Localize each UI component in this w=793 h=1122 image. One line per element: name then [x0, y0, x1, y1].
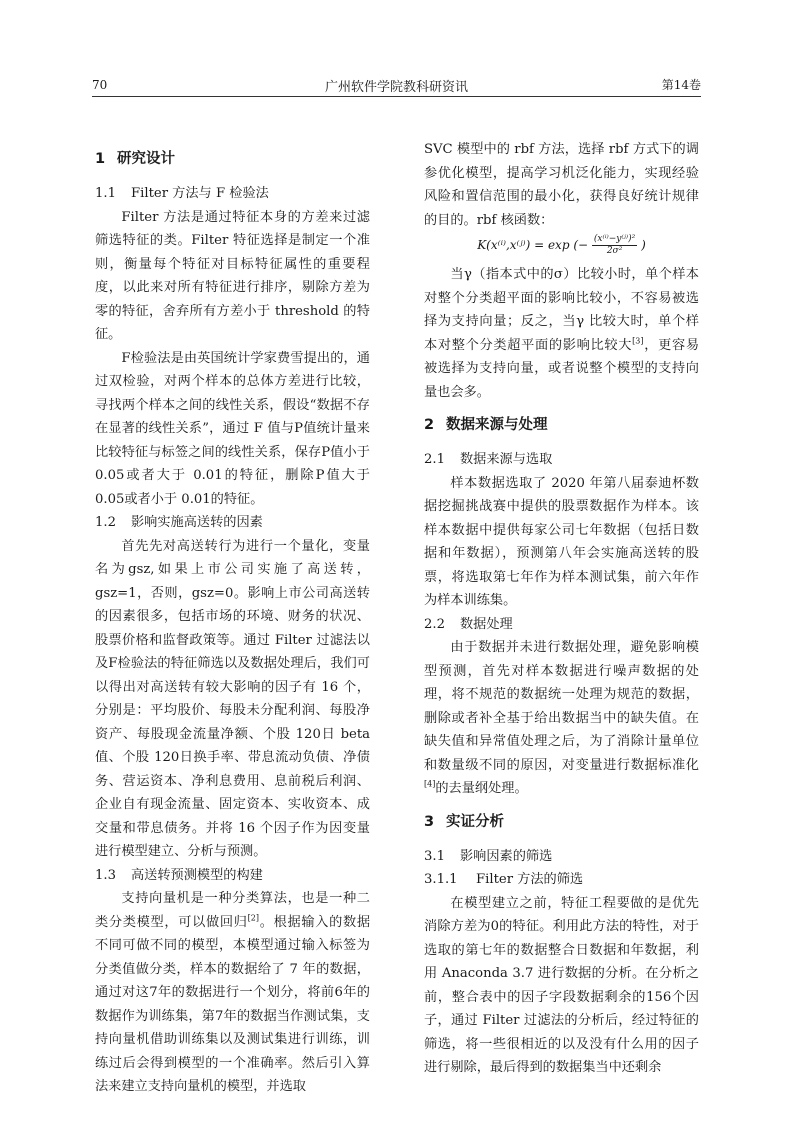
- section-title: 实证分析: [446, 813, 504, 830]
- subsection-number: 3.1: [424, 848, 445, 864]
- paragraph: [424, 636, 699, 801]
- subsection-title: 高送转预测模型的构建: [131, 867, 263, 883]
- subsection-heading-2-2: [424, 613, 699, 637]
- paragraph-text: 当γ（指本式中的σ）比较小时，单个样本对整个分类超平面的影响比较小，不容易被选择为支持向量；反之，当γ 比较大时，单个样本对整个分类超平面的影响比较大: [424, 267, 699, 353]
- subsection-heading-1-1: [95, 182, 370, 206]
- section-number: 2: [424, 417, 435, 433]
- citation: [4]: [424, 779, 436, 789]
- formula-lhs: K(x⁽ⁱ⁾,x⁽ʲ⁾) = exp (−: [477, 238, 589, 252]
- section-heading-2: [424, 412, 699, 438]
- paragraph: 在模型建立之前，特征工程要做的是优先消除方差为0的特征。利用此方法的特性，对于选取的第七年的数据整合日数据和年数据，利用 Anaconda 3.7 进行数据的分析。在分析之前，整合表中的因子字段数据剩余的156个因子，通过 Filter 过滤法的分析后，经过特征的筛选，将一些很相近的以及没有什么用的因子进行剔除，最后得到的数据集当中还剩余: [424, 895, 699, 1075]
- journal-title: 广州软件学院教科研资讯: [324, 80, 468, 95]
- paragraph: F检验法是由英国统计学家费雪提出的，通过双检验，对两个样本的总体方差进行比较，寻找两个样本之间的线性关系，假设“数据不存在显著的线性关系”，通过 F 值与P值统计量来比较特征与标签之间的线性关系，保存P值小于 0.05或者大于 0.01的特征，删除P值大于 0.05或者小于 0.01的特征。: [95, 350, 370, 507]
- paragraph: Filter 方法是通过特征本身的方差来过滤筛选特征的类。Filter 特征选择是制定一个准则，衡量每个特征对目标特征属性的重要程度，以此来对所有特征进行排序，剔除方差为零的特征，舍弃所有方差小于 threshold 的特征。: [95, 209, 370, 342]
- citation: [3]: [632, 336, 644, 346]
- subsection-number: 3.1.1: [424, 872, 458, 887]
- subsection-heading-1-3: [95, 864, 370, 888]
- left-column: [95, 138, 370, 1099]
- formula-denominator: 2σ²: [606, 246, 623, 256]
- paragraph: SVC 模型中的 rbf 方法，选择 rbf 方式下的调参优化模型，提高学习机泛化能力，实现经验风险和置信范围的最小化，获得良好统计规律的目的。rbf 核函数：: [424, 142, 699, 228]
- subsection-number: 1.2: [95, 515, 116, 530]
- paragraph-text: 由于数据并未进行数据处理，避免影响模型预测，首先对样本数据进行噪声数据的处理，将不规范的数据统一处理为规范的数据，删除或者补全基于给出数据当中的缺失值。在缺失值和异常值处理之后，为了消除计量单位和数量级不同的原因，对变量进行数据标准化: [424, 640, 699, 773]
- subsection-title: 数据来源与选取: [460, 452, 553, 467]
- section-title: 研究设计: [117, 151, 175, 167]
- formula-fraction: [592, 234, 637, 257]
- page-number: 70: [92, 78, 108, 92]
- volume-label: 第14卷: [661, 78, 701, 92]
- rbf-kernel-formula: [424, 234, 699, 257]
- citation: [2]: [247, 913, 259, 923]
- paragraph: 样本数据选取了 2020 年第八届泰迪杯数据挖掘挑战赛中提供的股票数据作为样本。该样本数据中提供每家公司七年数据（包括日数据和年数据），预测第八年会实施高送转的股票，将选取第七年作为样本测试集，前六年作为样本训练集。: [424, 475, 699, 608]
- paragraph: [424, 263, 699, 404]
- formula-rhs: ): [641, 238, 646, 252]
- right-column: [424, 138, 699, 1080]
- subsection-title: 影响因素的筛选: [460, 848, 553, 864]
- running-header: [92, 70, 701, 97]
- section-heading-1: [95, 146, 370, 172]
- subsection-title: Filter 方法与 F 检验法: [131, 186, 269, 201]
- subsection-number: 2.1: [424, 452, 445, 467]
- paragraph: [95, 887, 370, 1099]
- paragraph-text: ，更容易被选择为支持向量，或者说整个模型的支持向量也会多。: [424, 337, 700, 400]
- subsection-number: 1.1: [95, 186, 116, 201]
- subsection-title: 数据处理: [460, 616, 513, 632]
- formula-numerator: (x⁽ⁱ⁾−y⁽ʲ⁾)²: [593, 234, 636, 244]
- subsection-number: 1.3: [95, 867, 116, 883]
- paragraph: 首先先对高送转行为进行一个量化，变量名为gsz,如果上市公司实施了高送转，gsz=1，否则，gsz=0。影响上市公司高送转的因素很多，包括市场的环境、财务的状况、股票价格和监督政策等。通过 Filter 过滤法以及F检验法的特征筛选以及数据处理后，我们可以得出对高送转有较大影响的因子有 16 个，分别是：平均股价、每股未分配利润、每股净资产、每股现金流量净额、个股 120日 beta值、个股 120日换手率、带息流动负债、净债务、营运资本、净利息费用、息前税后利润、企业自有现金流量、固定资本、实收资本、成交量和带息债务。并将 16 个因子作为因变量进行模型建立、分析与预测。: [95, 538, 370, 859]
- subsection-title: Filter 方法的筛选: [476, 872, 584, 887]
- section-title: 数据来源与处理: [446, 417, 548, 433]
- section-number: 1: [95, 151, 106, 167]
- subsection-heading-2-1: [424, 448, 699, 472]
- subsubsection-heading-3-1-1: [424, 868, 699, 892]
- subsection-number: 2.2: [424, 616, 445, 632]
- paragraph-text: 支持向量机是一种分类算法，也是一种二类分类模型，可以做回归: [95, 891, 370, 930]
- section-number: 3: [424, 813, 435, 830]
- subsection-title: 影响实施高送转的因素: [131, 515, 263, 530]
- section-heading-3: [424, 809, 699, 835]
- paragraph-text: 。根据输入的数据不同可做不同的模型，本模型通过输入标签为分类值做分类，样本的数据给了 7 年的数据，通过对这7年的数据进行一个划分，将前6年的数据作为训练集，第7年的数据当作测试集，支持向量机借助训练集以及测试集进行训练，训练过后会得到模型的一个准确率。然后引入算法来建立支持向量机的模型，并选取: [95, 914, 371, 1094]
- subsection-heading-3-1: [424, 845, 699, 869]
- subsection-heading-1-2: [95, 511, 370, 535]
- paragraph-text: 的去量纲处理。: [435, 781, 528, 796]
